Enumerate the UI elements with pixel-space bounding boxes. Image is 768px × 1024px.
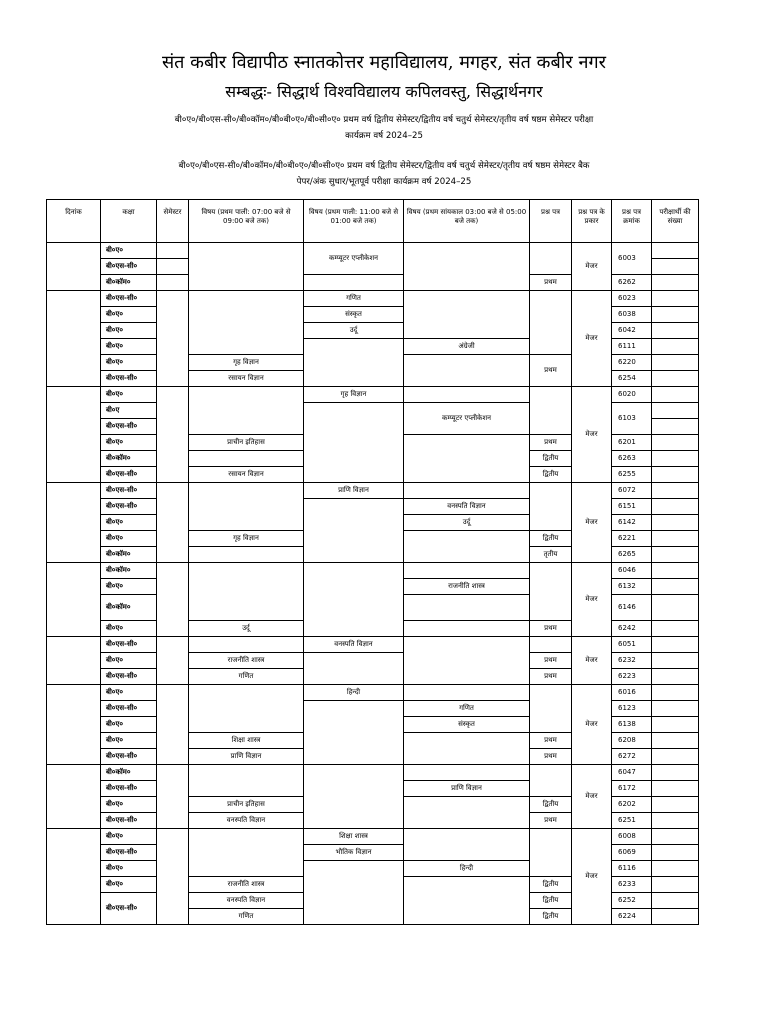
examiner-cell <box>652 387 699 403</box>
class-cell: बी०कॉम० <box>101 547 157 563</box>
class-cell: बी०ए <box>101 403 157 419</box>
class-cell: बी०ए० <box>101 243 157 259</box>
semester-cell <box>157 291 189 387</box>
code-cell: 6252 <box>612 893 652 909</box>
class-cell: बी०ए० <box>101 861 157 877</box>
evening-cell: गणित <box>404 701 530 717</box>
evening-cell <box>404 637 530 685</box>
evening-cell <box>404 435 530 483</box>
evening-cell: वनस्पति विज्ञान <box>404 499 530 515</box>
evening-cell <box>404 355 530 387</box>
morning-cell <box>189 387 304 435</box>
date-cell <box>47 829 101 925</box>
midday-cell: प्राणि विज्ञान <box>304 483 404 499</box>
table-row <box>47 765 699 781</box>
examiner-cell <box>652 653 699 669</box>
type-cell: मेजर <box>572 765 612 829</box>
morning-cell <box>189 765 304 797</box>
examiner-cell <box>652 291 699 307</box>
evening-cell <box>404 685 530 701</box>
paper-cell: प्रथम <box>530 355 572 387</box>
evening-cell: संस्कृत <box>404 717 530 733</box>
code-cell: 6224 <box>612 909 652 925</box>
class-cell: बी०ए० <box>101 579 157 595</box>
morning-cell: प्राणि विज्ञान <box>189 749 304 765</box>
class-cell: बी०ए० <box>101 435 157 451</box>
morning-cell: शिक्षा शास्त्र <box>189 733 304 749</box>
code-cell: 6142 <box>612 515 652 531</box>
semester-cell <box>157 765 189 829</box>
class-cell: बी०ए० <box>101 685 157 701</box>
morning-cell: उर्दू <box>189 621 304 637</box>
date-cell <box>47 765 101 829</box>
evening-cell: कम्प्यूटर एप्लीकेशन <box>404 403 530 435</box>
examiner-cell <box>652 845 699 861</box>
code-cell: 6254 <box>612 371 652 387</box>
paper-cell <box>530 387 572 435</box>
midday-cell <box>304 339 404 387</box>
examiner-cell <box>652 621 699 637</box>
class-cell: बी०ए० <box>101 653 157 669</box>
evening-cell <box>404 483 530 499</box>
morning-cell <box>189 829 304 877</box>
examiner-cell <box>652 403 699 419</box>
evening-cell <box>404 291 530 339</box>
paper-cell: प्रथम <box>530 813 572 829</box>
code-cell: 6272 <box>612 749 652 765</box>
paper-cell: द्वितीय <box>530 531 572 547</box>
semester-cell <box>157 259 189 275</box>
code-cell: 6047 <box>612 765 652 781</box>
code-cell: 6072 <box>612 483 652 499</box>
class-cell: बी०एस-सी० <box>101 845 157 861</box>
midday-cell <box>304 653 404 685</box>
examiner-cell <box>652 637 699 653</box>
examiner-cell <box>652 579 699 595</box>
code-cell: 6116 <box>612 861 652 877</box>
affiliation: सम्बद्धः- सिद्धार्थ विश्वविद्यालय कपिलवस्तु, सिद्धार्थनगर <box>225 82 543 101</box>
exam-title-line1: बी०ए०/बी०एस-सी०/बी०कॉम०/बी०बी०ए०/बी०सी०ए० प्रथम वर्ष द्वितीय सेमेस्टर/द्वितीय वर्ष चतुर्थ सेमेस्टर/तृतीय वर्ष षष्ठम सेमेस्टर परीक्षा <box>174 115 594 125</box>
midday-cell: संस्कृत <box>304 307 404 323</box>
examiner-cell <box>652 765 699 781</box>
table-row <box>47 291 699 307</box>
examiner-cell <box>652 467 699 483</box>
semester-cell <box>157 387 189 483</box>
paper-cell: द्वितीय <box>530 451 572 467</box>
code-cell: 6023 <box>612 291 652 307</box>
code-cell: 6255 <box>612 467 652 483</box>
morning-cell <box>189 451 304 467</box>
class-cell: बी०ए० <box>101 797 157 813</box>
college-name: संत कबीर विद्यापीठ स्नातकोत्तर महाविद्यालय, मगहर, संत कबीर नगर <box>161 52 607 73</box>
code-cell: 6265 <box>612 547 652 563</box>
morning-cell: प्राचीन इतिहास <box>189 435 304 451</box>
class-cell: बी०ए० <box>101 733 157 749</box>
type-cell: मेजर <box>572 291 612 387</box>
code-cell: 6038 <box>612 307 652 323</box>
examiner-cell <box>652 749 699 765</box>
examiner-cell <box>652 419 699 435</box>
examiner-cell <box>652 259 699 275</box>
class-cell: बी०कॉम० <box>101 563 157 579</box>
code-cell: 6208 <box>612 733 652 749</box>
morning-cell: गृह विज्ञान <box>189 531 304 547</box>
evening-cell <box>404 877 530 925</box>
class-cell: बी०ए० <box>101 387 157 403</box>
midday-cell <box>304 765 404 829</box>
code-cell: 6003 <box>612 243 652 275</box>
class-cell: बी०एस-सी० <box>101 749 157 765</box>
col-midday: विषय (प्रथम पाली: 11:00 बजे से 01:00 बजे तक) <box>304 200 404 243</box>
table-row <box>47 637 699 653</box>
col-date: दिनांक <box>47 200 101 243</box>
class-cell: बी०एस-सी० <box>101 259 157 275</box>
examiner-cell <box>652 371 699 387</box>
col-paper-code: प्रश्न पत्र क्रमांक <box>612 200 652 243</box>
examiner-cell <box>652 339 699 355</box>
midday-cell: गणित <box>304 291 404 307</box>
class-cell: बी०एस-सी० <box>101 419 157 435</box>
class-cell: बी०ए० <box>101 531 157 547</box>
paper-cell: प्रथम <box>530 749 572 765</box>
class-cell: बी०एस-सी० <box>101 483 157 499</box>
code-cell: 6232 <box>612 653 652 669</box>
examiner-cell <box>652 877 699 893</box>
class-cell: बी०कॉम० <box>101 275 157 291</box>
evening-cell: प्राणि विज्ञान <box>404 781 530 797</box>
paper-cell: प्रथम <box>530 653 572 669</box>
evening-cell <box>404 621 530 637</box>
code-cell: 6069 <box>612 845 652 861</box>
type-cell: मेजर <box>572 483 612 563</box>
code-cell: 6201 <box>612 435 652 451</box>
examiner-cell <box>652 531 699 547</box>
paper-cell <box>530 685 572 733</box>
paper-cell <box>530 243 572 275</box>
midday-cell <box>304 403 404 483</box>
semester-cell <box>157 243 189 259</box>
class-cell: बी०कॉम० <box>101 765 157 781</box>
code-cell: 6103 <box>612 403 652 435</box>
class-cell: बी०ए० <box>101 515 157 531</box>
class-cell: बी०कॉम० <box>101 451 157 467</box>
code-cell: 6172 <box>612 781 652 797</box>
paper-cell: द्वितीय <box>530 893 572 909</box>
semester-cell <box>157 275 189 291</box>
col-morning: विषय (प्रथम पाली: 07:00 बजे से 09:00 बजे तक) <box>189 200 304 243</box>
date-cell <box>47 291 101 387</box>
date-cell <box>47 483 101 563</box>
midday-cell <box>304 499 404 563</box>
evening-cell <box>404 829 530 861</box>
code-cell: 6016 <box>612 685 652 701</box>
col-paper: प्रश्न पत्र <box>530 200 572 243</box>
midday-cell: भौतिक विज्ञान <box>304 845 404 861</box>
morning-cell: गणित <box>189 909 304 925</box>
evening-cell <box>404 531 530 563</box>
code-cell: 6111 <box>612 339 652 355</box>
table-row <box>47 243 699 259</box>
class-cell: बी०ए० <box>101 877 157 893</box>
examiner-cell <box>652 861 699 877</box>
table-row <box>47 563 699 579</box>
midday-cell <box>304 275 404 291</box>
morning-cell: राजनीति शास्त्र <box>189 653 304 669</box>
code-cell: 6221 <box>612 531 652 547</box>
code-cell: 6138 <box>612 717 652 733</box>
examiner-cell <box>652 547 699 563</box>
paper-cell <box>530 483 572 531</box>
class-cell: बी०एस-सी० <box>101 499 157 515</box>
morning-cell: रसायन विज्ञान <box>189 467 304 483</box>
semester-cell <box>157 637 189 685</box>
examiner-cell <box>652 355 699 371</box>
morning-cell: वनस्पति विज्ञान <box>189 813 304 829</box>
exam-title-line2: कार्यक्रम वर्ष 2024–25 <box>345 131 423 141</box>
morning-cell: रसायन विज्ञान <box>189 371 304 387</box>
table-row <box>47 829 699 845</box>
code-cell: 6146 <box>612 595 652 621</box>
table-header-row <box>47 200 699 243</box>
class-cell: बी०ए० <box>101 355 157 371</box>
class-cell: बी०एस-सी० <box>101 781 157 797</box>
class-cell: बी०ए० <box>101 829 157 845</box>
evening-cell: उर्दू <box>404 515 530 531</box>
code-cell: 6223 <box>612 669 652 685</box>
midday-cell: गृह विज्ञान <box>304 387 404 403</box>
type-cell: मेजर <box>572 387 612 483</box>
table-body <box>47 243 699 925</box>
paper-cell: तृतीय <box>530 547 572 563</box>
evening-cell: हिन्दी <box>404 861 530 877</box>
examiner-cell <box>652 669 699 685</box>
morning-cell <box>189 547 304 563</box>
date-cell <box>47 387 101 483</box>
examiner-cell <box>652 323 699 339</box>
paper-cell <box>530 829 572 877</box>
code-cell: 6242 <box>612 621 652 637</box>
class-cell: बी०ए० <box>101 339 157 355</box>
date-cell <box>47 243 101 291</box>
paper-cell: द्वितीय <box>530 797 572 813</box>
examiner-cell <box>652 435 699 451</box>
evening-cell <box>404 387 530 403</box>
code-cell: 6263 <box>612 451 652 467</box>
morning-cell <box>189 243 304 291</box>
class-cell: बी०एस-सी० <box>101 813 157 829</box>
class-cell: बी०एस-सी० <box>101 893 157 925</box>
morning-cell <box>189 563 304 621</box>
midday-cell <box>304 563 404 637</box>
class-cell: बी०ए० <box>101 307 157 323</box>
examiner-cell <box>652 893 699 909</box>
semester-cell <box>157 829 189 925</box>
table-row <box>47 387 699 403</box>
class-cell: बी०ए० <box>101 717 157 733</box>
code-cell: 6020 <box>612 387 652 403</box>
examiner-cell <box>652 797 699 813</box>
table-row <box>47 483 699 499</box>
class-cell: बी०एस-सी० <box>101 637 157 653</box>
col-semester: सेमेस्टर <box>157 200 189 243</box>
code-cell: 6151 <box>612 499 652 515</box>
semester-cell <box>157 685 189 765</box>
evening-cell: अंग्रेजी <box>404 339 530 355</box>
code-cell: 6202 <box>612 797 652 813</box>
paper-cell <box>530 291 572 355</box>
paper-cell: प्रथम <box>530 669 572 685</box>
paper-cell: द्वितीय <box>530 909 572 925</box>
paper-cell <box>530 563 572 621</box>
morning-cell <box>189 637 304 653</box>
morning-cell: गणित <box>189 669 304 685</box>
paper-cell: द्वितीय <box>530 877 572 893</box>
examiner-cell <box>652 909 699 925</box>
backpaper-title-line2: पेपर/अंक सुधार/भूतपूर्व परीक्षा कार्यक्रम वर्ष 2024–25 <box>296 177 472 187</box>
midday-cell: उर्दू <box>304 323 404 339</box>
col-examiner: परीक्षार्थी की संख्या <box>652 200 699 243</box>
morning-cell: प्राचीन इतिहास <box>189 797 304 813</box>
paper-cell: प्रथम <box>530 621 572 637</box>
evening-cell <box>404 733 530 765</box>
morning-cell: राजनीति शास्त्र <box>189 877 304 893</box>
code-cell: 6042 <box>612 323 652 339</box>
morning-cell: वनस्पति विज्ञान <box>189 893 304 909</box>
date-cell <box>47 685 101 765</box>
midday-cell <box>304 861 404 925</box>
midday-cell: हिन्दी <box>304 685 404 701</box>
semester-cell <box>157 483 189 563</box>
class-cell: बी०कॉम० <box>101 595 157 621</box>
examiner-cell <box>652 829 699 845</box>
paper-cell: प्रथम <box>530 733 572 749</box>
evening-cell: राजनीति शास्त्र <box>404 579 530 595</box>
evening-cell <box>404 595 530 621</box>
examiner-cell <box>652 685 699 701</box>
col-evening: विषय (प्रथम सांयकाल 03:00 बजे से 05:00 बजे तक) <box>404 200 530 243</box>
date-cell <box>47 563 101 637</box>
examiner-cell <box>652 243 699 259</box>
type-cell: मेजर <box>572 829 612 925</box>
class-cell: बी०ए० <box>101 323 157 339</box>
examiner-cell <box>652 451 699 467</box>
class-cell: बी०एस-सी० <box>101 467 157 483</box>
evening-cell <box>404 765 530 781</box>
morning-cell <box>189 685 304 733</box>
examiner-cell <box>652 813 699 829</box>
examiner-cell <box>652 499 699 515</box>
examiner-cell <box>652 483 699 499</box>
midday-cell: कम्प्यूटर एप्लीकेशन <box>304 243 404 275</box>
exam-title <box>0 112 768 144</box>
code-cell: 6233 <box>612 877 652 893</box>
paper-cell <box>530 765 572 797</box>
col-class: कक्षा <box>101 200 157 243</box>
evening-cell <box>404 797 530 829</box>
backpaper-title-line1: बी०ए०/बी०एस-सी०/बी०कॉम०/बी०बी०ए०/बी०सी०ए० प्रथम वर्ष द्वितीय सेमेस्टर/द्वितीय वर्ष चतुर्थ सेमेस्टर/तृतीय वर्ष षष्ठम सेमेस्टर बैक <box>178 161 590 171</box>
semester-cell <box>157 563 189 637</box>
code-cell: 6262 <box>612 275 652 291</box>
examiner-cell <box>652 781 699 797</box>
paper-cell: प्रथम <box>530 435 572 451</box>
code-cell: 6051 <box>612 637 652 653</box>
class-cell: बी०एस-सी० <box>101 701 157 717</box>
midday-cell <box>304 701 404 765</box>
code-cell: 6008 <box>612 829 652 845</box>
col-paper-type: प्रश्न पत्र के प्रकार <box>572 200 612 243</box>
paper-cell <box>530 637 572 653</box>
code-cell: 6251 <box>612 813 652 829</box>
paper-cell: प्रथम <box>530 275 572 291</box>
midday-cell: वनस्पति विज्ञान <box>304 637 404 653</box>
evening-cell <box>404 243 530 291</box>
examiner-cell <box>652 515 699 531</box>
paper-cell: द्वितीय <box>530 467 572 483</box>
class-cell: बी०एस-सी० <box>101 669 157 685</box>
examiner-cell <box>652 563 699 579</box>
morning-cell: गृह विज्ञान <box>189 355 304 371</box>
class-cell: बी०ए० <box>101 621 157 637</box>
table-row <box>47 685 699 701</box>
type-cell: मेजर <box>572 563 612 637</box>
morning-cell <box>189 483 304 531</box>
code-cell: 6046 <box>612 563 652 579</box>
backpaper-title <box>0 158 768 190</box>
examiner-cell <box>652 701 699 717</box>
morning-cell <box>189 291 304 355</box>
examiner-cell <box>652 275 699 291</box>
type-cell: मेजर <box>572 637 612 685</box>
examiner-cell <box>652 307 699 323</box>
examiner-cell <box>652 733 699 749</box>
date-cell <box>47 637 101 685</box>
evening-cell <box>404 563 530 579</box>
type-cell: मेजर <box>572 685 612 765</box>
examiner-cell <box>652 595 699 621</box>
class-cell: बी०एस-सी० <box>101 291 157 307</box>
exam-schedule-table <box>46 199 699 925</box>
examiner-cell <box>652 717 699 733</box>
class-cell: बी०एस-सी० <box>101 371 157 387</box>
code-cell: 6220 <box>612 355 652 371</box>
code-cell: 6123 <box>612 701 652 717</box>
midday-cell: शिक्षा शास्त्र <box>304 829 404 845</box>
type-cell: मेजर <box>572 243 612 291</box>
code-cell: 6132 <box>612 579 652 595</box>
